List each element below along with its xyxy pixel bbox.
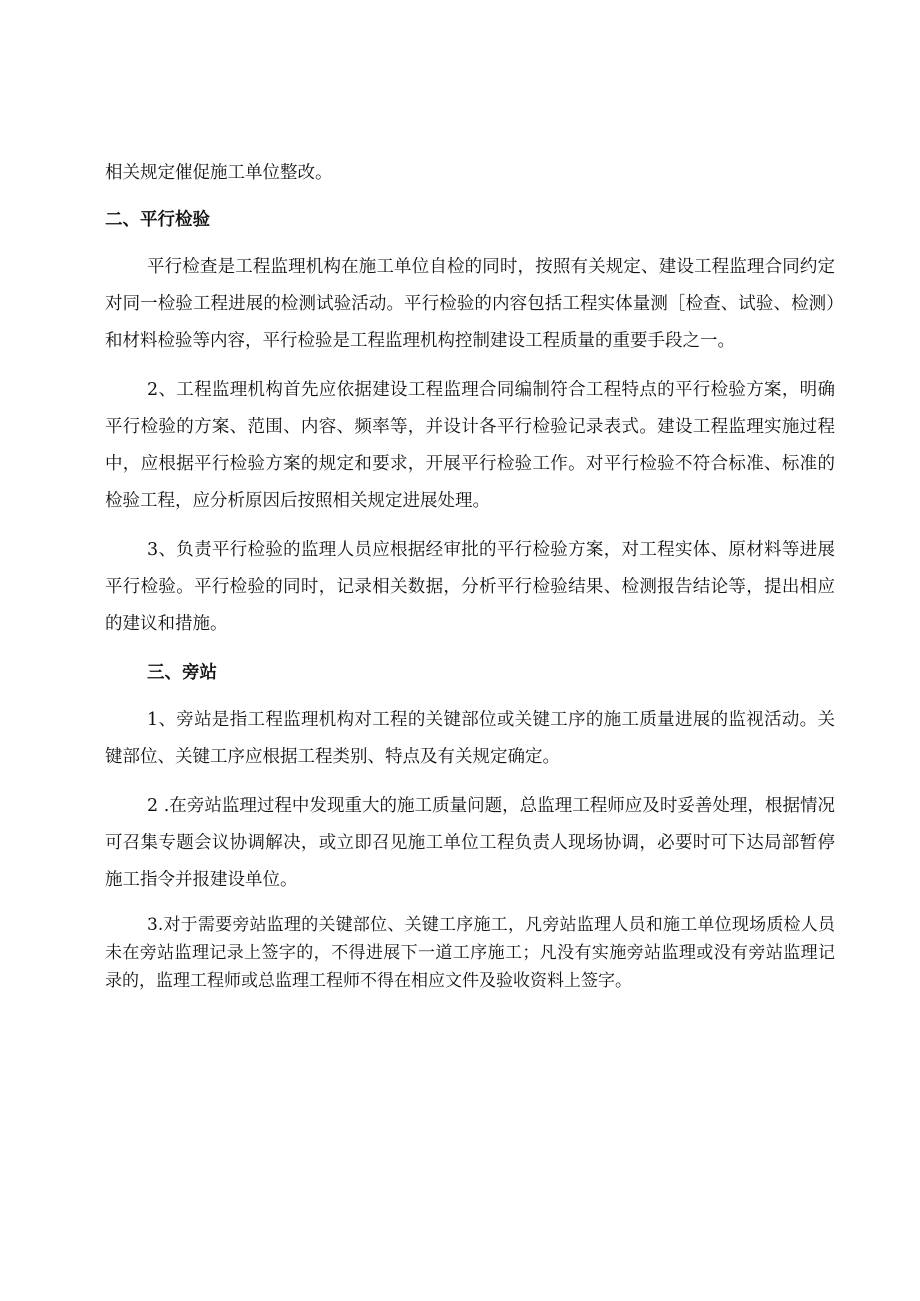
document-body: [105, 155, 835, 995]
paragraph-parallel-definition: 平行检查是工程监理机构在施工单位自检的同时，按照有关规定、建设工程监理合同约定对同一检验工程进展的检测试验活动。平行检验的内容包括工程实体量测［检查、试验、检测）和材料检验等内容，平行检验是工程监理机构控制建设工程质量的重要手段之一。: [105, 257, 835, 351]
paragraph-parallel-point-2: 2、工程监理机构首先应依据建设工程监理合同编制符合工程特点的平行检验方案，明确平行检验的方案、范围、内容、频率等，并设计各平行检验记录表式。建设工程监理实施过程中，应根据平行检验方案的规定和要求，开展平行检验工作。对平行检验不符合标准、标准的检验工程，应分析原因后按照相关规定进展处理。: [105, 380, 835, 511]
paragraph-side-station-point-2: 2 .在旁站监理过程中发现重大的施工质量问题，总监理工程师应及时妥善处理，根据情况可召集专题会议协调解决，或立即召见施工单位工程负责人现场协调，必要时可下达局部暂停施工指令并报建设单位。: [105, 796, 835, 890]
section-heading-parallel-inspection: 二、平行检验: [105, 210, 210, 230]
paragraph-side-station-point-1: 1、旁站是指工程监理机构对工程的关键部位或关键工序的施工质量进展的监视活动。关键部位、关键工序应根据工程类别、特点及有关规定确定。: [105, 710, 835, 767]
paragraph-side-station-point-3: 3.对于需要旁站监理的关键部位、关键工序施工，凡旁站监理人员和施工单位现场质检人员未在旁站监理记录上签字的，不得进展下一道工序施工；凡没有实施旁站监理或没有旁站监理记录的，监理工程师或总监理工程师不得在相应文件及验收资料上签字。: [105, 915, 835, 991]
section-heading-side-station: 三、旁站: [147, 663, 217, 683]
paragraph-parallel-point-3: 3、负责平行检验的监理人员应根据经审批的平行检验方案，对工程实体、原材料等进展平行检验。平行检验的同时，记录相关数据，分析平行检验结果、检测报告结论等，提出相应的建议和措施。: [105, 540, 835, 634]
continuation-paragraph: 相关规定催促施工单位整改。: [105, 163, 333, 183]
